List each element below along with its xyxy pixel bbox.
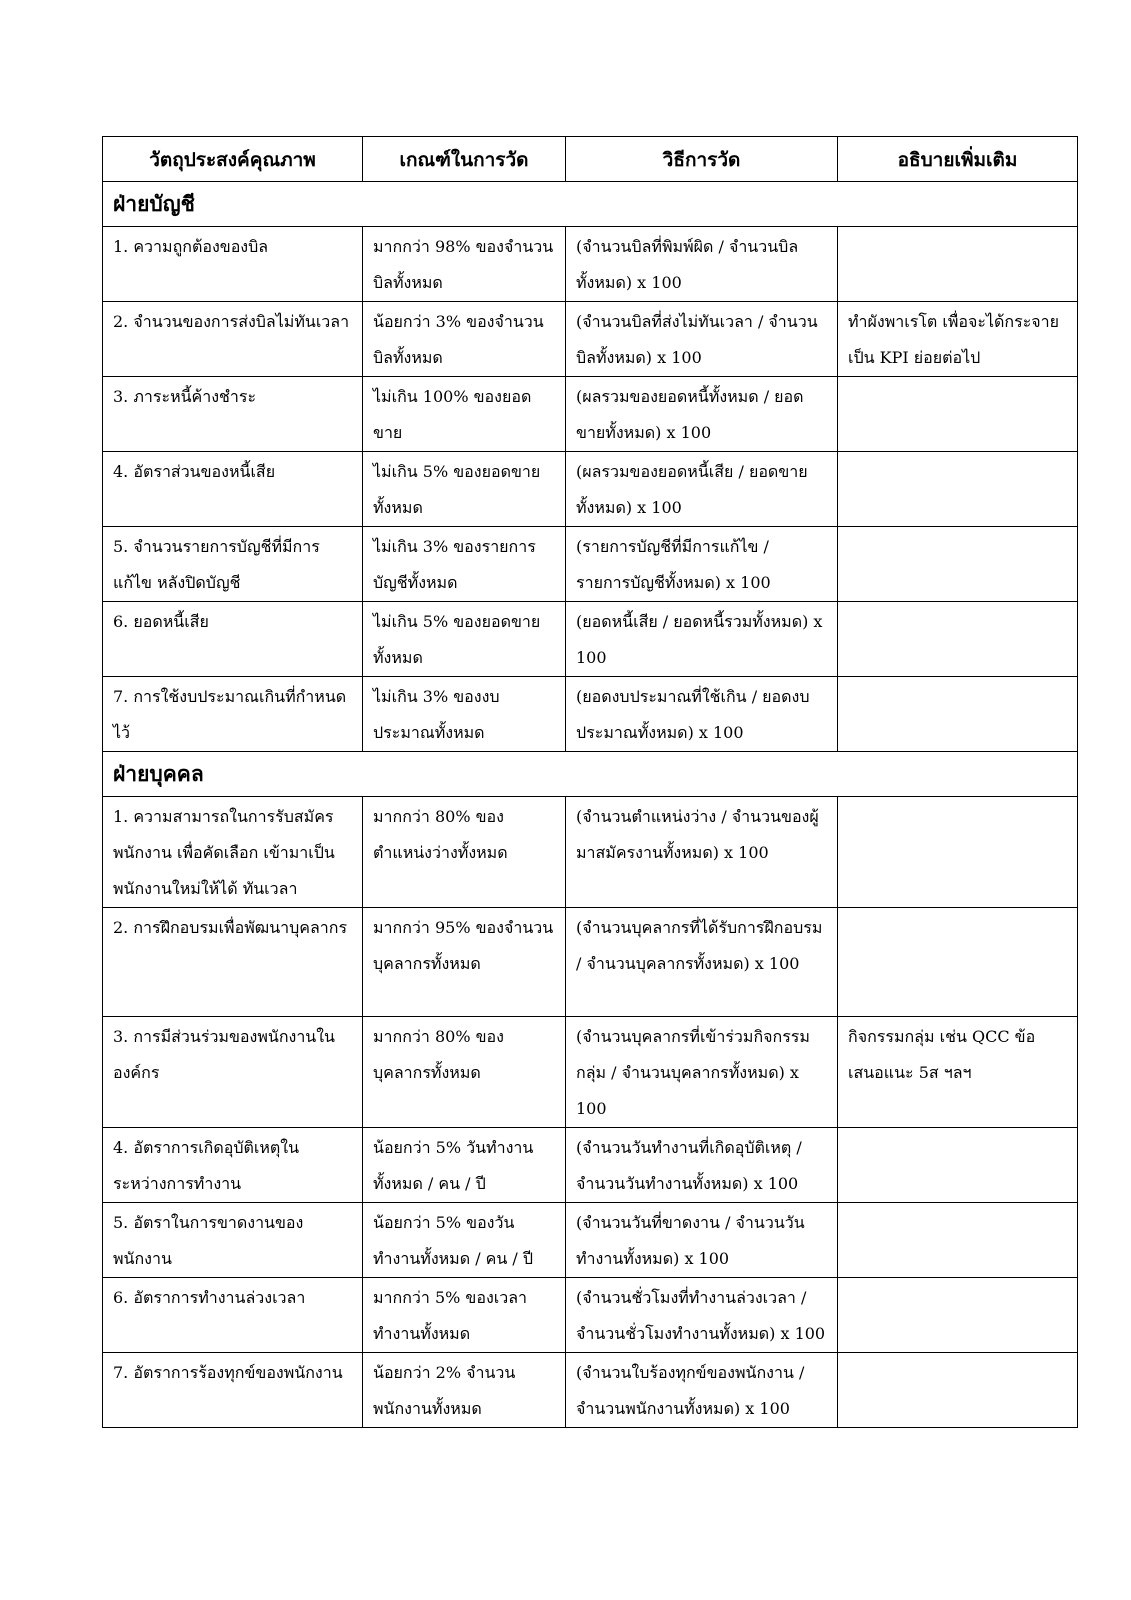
cell-method: (ยอดหนี้เสีย / ยอดหนี้รวมทั้งหมด) x 100: [566, 602, 838, 677]
cell-criteria: มากกว่า 80% ของตำแหน่งว่างทั้งหมด: [363, 797, 566, 908]
cell-method: (รายการบัญชีที่มีการแก้ไข / รายการบัญชีทั้งหมด) x 100: [566, 527, 838, 602]
cell-criteria: น้อยกว่า 5% วันทำงานทั้งหมด / คน / ปี: [363, 1128, 566, 1203]
cell-objective: 3. การมีส่วนร่วมของพนักงานในองค์กร: [103, 1017, 363, 1128]
cell-objective: 6. อัตราการทำงานล่วงเวลา: [103, 1278, 363, 1353]
section-row: [103, 182, 1078, 227]
table-row: [103, 227, 1078, 302]
cell-objective: 7. การใช้งบประมาณเกินที่กำหนดไว้: [103, 677, 363, 752]
cell-method: (ยอดงบประมาณที่ใช้เกิน / ยอดงบประมาณทั้งหมด) x 100: [566, 677, 838, 752]
cell-note: [838, 908, 1078, 1017]
table-row: [103, 1017, 1078, 1128]
table-row: [103, 377, 1078, 452]
cell-method: (จำนวนบุคลากรที่เข้าร่วมกิจกรรมกลุ่ม / จำนวนบุคลากรทั้งหมด) x 100: [566, 1017, 838, 1128]
cell-method: (จำนวนบิลที่พิมพ์ผิด / จำนวนบิลทั้งหมด) x 100: [566, 227, 838, 302]
header-method: วิธีการวัด: [566, 137, 838, 182]
cell-objective: 7. อัตราการร้องทุกข์ของพนักงาน: [103, 1353, 363, 1428]
table-row: [103, 302, 1078, 377]
cell-criteria: ไม่เกิน 5% ของยอดขายทั้งหมด: [363, 452, 566, 527]
cell-criteria: น้อยกว่า 3% ของจำนวนบิลทั้งหมด: [363, 302, 566, 377]
cell-criteria: น้อยกว่า 5% ของวันทำงานทั้งหมด / คน / ปี: [363, 1203, 566, 1278]
cell-note: [838, 1128, 1078, 1203]
section-title: ฝ่ายบัญชี: [103, 182, 1078, 227]
cell-criteria: ไม่เกิน 100% ของยอดขาย: [363, 377, 566, 452]
cell-objective: 1. ความสามารถในการรับสมัครพนักงาน เพื่อคัดเลือก เข้ามาเป็นพนักงานใหม่ให้ได้ ทันเวลา: [103, 797, 363, 908]
cell-note: [838, 1353, 1078, 1428]
cell-criteria: มากกว่า 5% ของเวลาทำงานทั้งหมด: [363, 1278, 566, 1353]
cell-method: (จำนวนบิลที่ส่งไม่ทันเวลา / จำนวนบิลทั้งหมด) x 100: [566, 302, 838, 377]
header-objective: วัตถุประสงค์คุณภาพ: [103, 137, 363, 182]
cell-objective: 2. จำนวนของการส่งบิลไม่ทันเวลา: [103, 302, 363, 377]
table-row: [103, 1203, 1078, 1278]
header-note: อธิบายเพิ่มเติม: [838, 137, 1078, 182]
cell-note: [838, 452, 1078, 527]
cell-note: [838, 1278, 1078, 1353]
section-title: ฝ่ายบุคคล: [103, 752, 1078, 797]
cell-criteria: มากกว่า 80% ของบุคลากรทั้งหมด: [363, 1017, 566, 1128]
cell-objective: 1. ความถูกต้องของบิล: [103, 227, 363, 302]
cell-objective: 6. ยอดหนี้เสีย: [103, 602, 363, 677]
cell-objective: 4. อัตราส่วนของหนี้เสีย: [103, 452, 363, 527]
table-row: [103, 908, 1078, 1017]
table-row: [103, 452, 1078, 527]
table-row: [103, 1278, 1078, 1353]
cell-note: ทำผังพาเรโต เพื่อจะได้กระจายเป็น KPI ย่อยต่อไป: [838, 302, 1078, 377]
cell-note: กิจกรรมกลุ่ม เช่น QCC ข้อเสนอแนะ 5ส ฯลฯ: [838, 1017, 1078, 1128]
cell-criteria: ไม่เกิน 5% ของยอดขายทั้งหมด: [363, 602, 566, 677]
cell-criteria: น้อยกว่า 2% จำนวนพนักงานทั้งหมด: [363, 1353, 566, 1428]
table-row: [103, 527, 1078, 602]
cell-method: (ผลรวมของยอดหนี้เสีย / ยอดขายทั้งหมด) x 100: [566, 452, 838, 527]
section-row: [103, 752, 1078, 797]
cell-objective: 5. จำนวนรายการบัญชีที่มีการแก้ไข หลังปิดบัญชี: [103, 527, 363, 602]
cell-objective: 2. การฝึกอบรมเพื่อพัฒนาบุคลากร: [103, 908, 363, 1017]
cell-criteria: มากกว่า 95% ของจำนวนบุคลากรทั้งหมด: [363, 908, 566, 1017]
table-row: [103, 677, 1078, 752]
cell-method: (จำนวนใบร้องทุกข์ของพนักงาน / จำนวนพนักงานทั้งหมด) x 100: [566, 1353, 838, 1428]
cell-note: [838, 377, 1078, 452]
cell-note: [838, 227, 1078, 302]
table-row: [103, 602, 1078, 677]
cell-objective: 3. ภาระหนี้ค้างชำระ: [103, 377, 363, 452]
cell-method: (จำนวนบุคลากรที่ได้รับการฝึกอบรม / จำนวนบุคลากรทั้งหมด) x 100: [566, 908, 838, 1017]
table-header-row: [103, 137, 1078, 182]
cell-method: (จำนวนชั่วโมงที่ทำงานล่วงเวลา / จำนวนชั่วโมงทำงานทั้งหมด) x 100: [566, 1278, 838, 1353]
cell-method: (ผลรวมของยอดหนี้ทั้งหมด / ยอดขายทั้งหมด) x 100: [566, 377, 838, 452]
cell-criteria: ไม่เกิน 3% ของรายการบัญชีทั้งหมด: [363, 527, 566, 602]
table-row: [103, 1353, 1078, 1428]
cell-objective: 4. อัตราการเกิดอุบัติเหตุในระหว่างการทำงาน: [103, 1128, 363, 1203]
cell-method: (จำนวนตำแหน่งว่าง / จำนวนของผู้มาสมัครงานทั้งหมด) x 100: [566, 797, 838, 908]
quality-objectives-table: [102, 136, 1078, 1428]
cell-note: [838, 527, 1078, 602]
cell-note: [838, 677, 1078, 752]
cell-method: (จำนวนวันที่ขาดงาน / จำนวนวันทำงานทั้งหมด) x 100: [566, 1203, 838, 1278]
header-criteria: เกณฑ์ในการวัด: [363, 137, 566, 182]
cell-criteria: มากกว่า 98% ของจำนวนบิลทั้งหมด: [363, 227, 566, 302]
cell-note: [838, 1203, 1078, 1278]
table-row: [103, 1128, 1078, 1203]
cell-method: (จำนวนวันทำงานที่เกิดอุบัติเหตุ / จำนวนวันทำงานทั้งหมด) x 100: [566, 1128, 838, 1203]
cell-note: [838, 602, 1078, 677]
cell-objective: 5. อัตราในการขาดงานของพนักงาน: [103, 1203, 363, 1278]
cell-note: [838, 797, 1078, 908]
cell-criteria: ไม่เกิน 3% ของงบประมาณทั้งหมด: [363, 677, 566, 752]
table-row: [103, 797, 1078, 908]
